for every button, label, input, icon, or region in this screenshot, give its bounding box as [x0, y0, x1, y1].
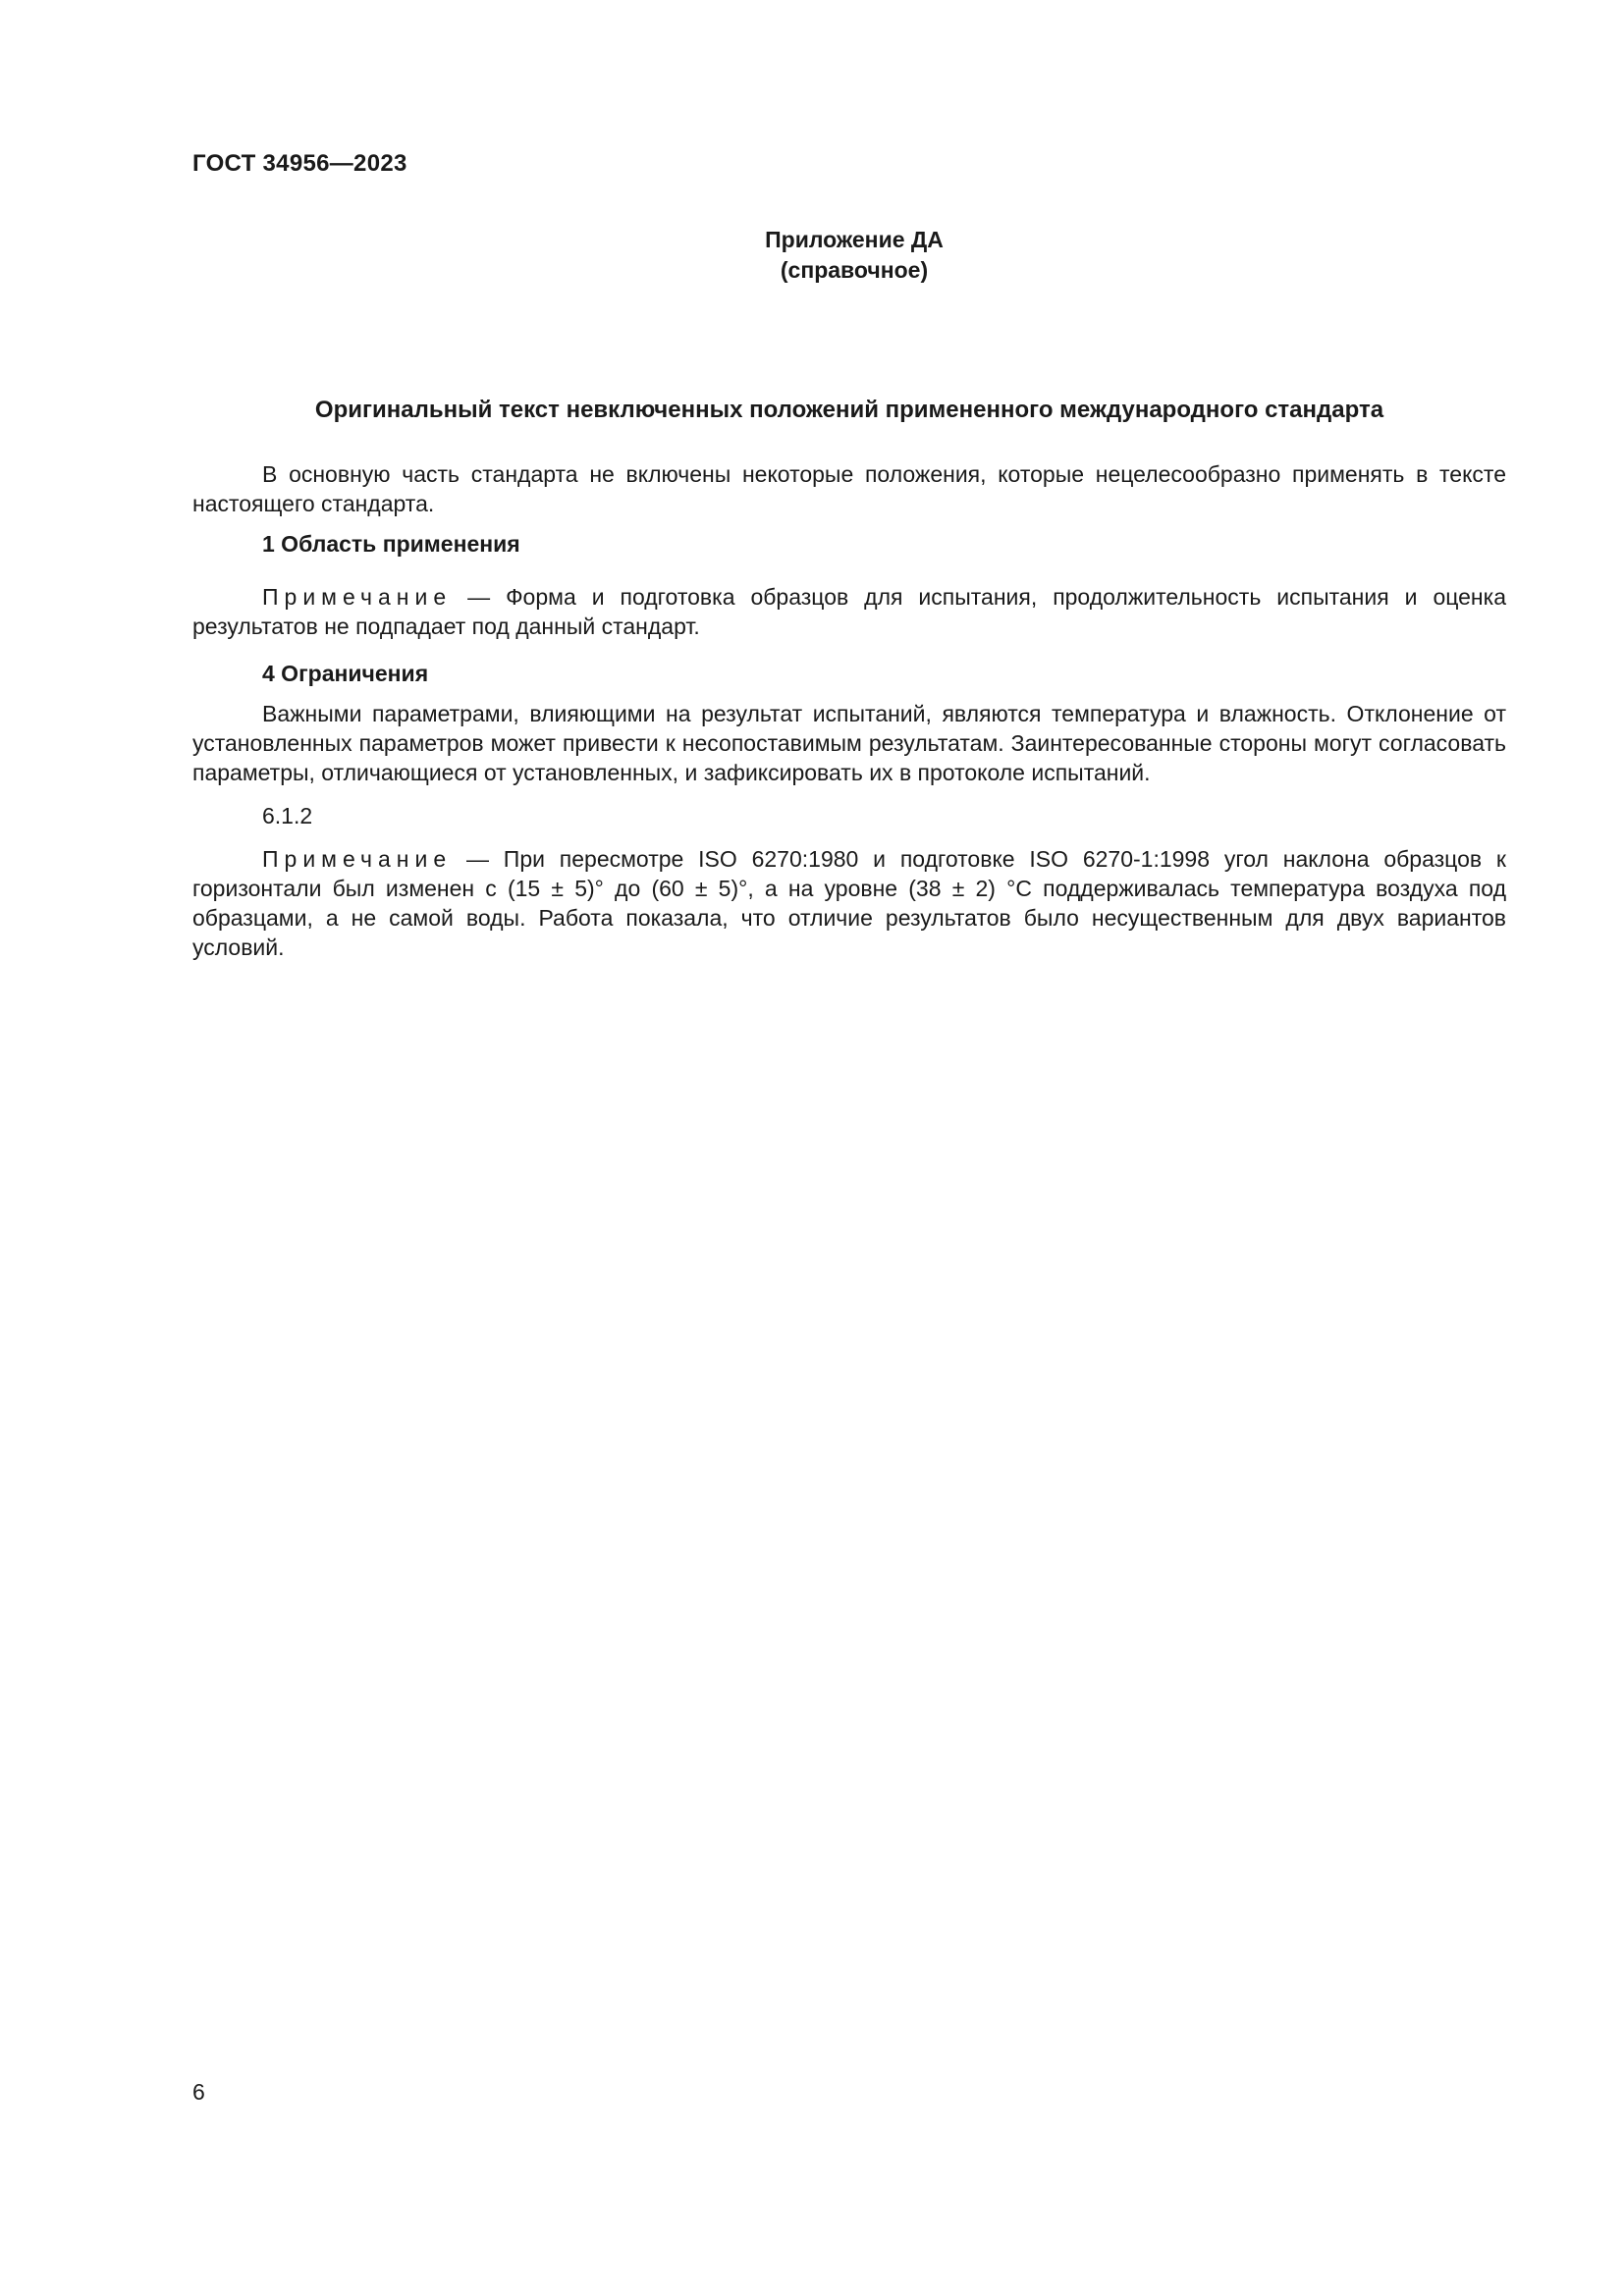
document-identifier: ГОСТ 34956—2023: [192, 150, 407, 177]
intro-paragraph: В основную часть стандарта не включены некоторые положения, которые нецелесообразно применять в тексте настоящего стандарта.: [192, 461, 1506, 516]
note-label: Примечание: [262, 846, 453, 872]
note-text: — Форма и подготовка образцов для испытания, продолжительность испытания и оценка результатов не подпадает под данный стандарт.: [192, 584, 1506, 639]
clause-number: 6.1.2: [262, 803, 313, 828]
appendix-main-title: Оригинальный текст невключенных положений примененного международного стандарта: [314, 397, 1384, 423]
note-label: Примечание: [262, 584, 453, 610]
section-4-paragraph: Важными параметрами, влияющими на результат испытаний, являются температура и влажность. Отклонение от установленных параметров может привести к несопоставимым результатам. Заинтересованные стороны могут согласовать параметры, отличающиеся от установленных, и зафиксировать их в протоколе испытаний.: [192, 701, 1506, 785]
section-1-heading: 1 Область применения: [262, 531, 520, 557]
page-number: 6: [192, 2079, 205, 2105]
clause-note: [192, 844, 1506, 962]
appendix-title: Приложение ДА: [765, 227, 944, 252]
appendix-heading: [609, 225, 1100, 286]
section-1-note: [192, 582, 1506, 641]
note-text: — При пересмотре ISO 6270:1980 и подготовке ISO 6270-1:1998 угол наклона образцов к горизонтали был изменен с (15 ± 5)° до (60 ± 5)°, а на уровне (38 ± 2) °C поддерживалась температура воздуха под образцами, а не самой воды. Работа показала, что отличие результатов было несущественным для двух вариантов условий.: [192, 846, 1506, 960]
appendix-subtitle: (справочное): [780, 257, 929, 283]
section-4-heading: 4 Ограничения: [262, 661, 429, 686]
document-body: [192, 459, 1506, 962]
